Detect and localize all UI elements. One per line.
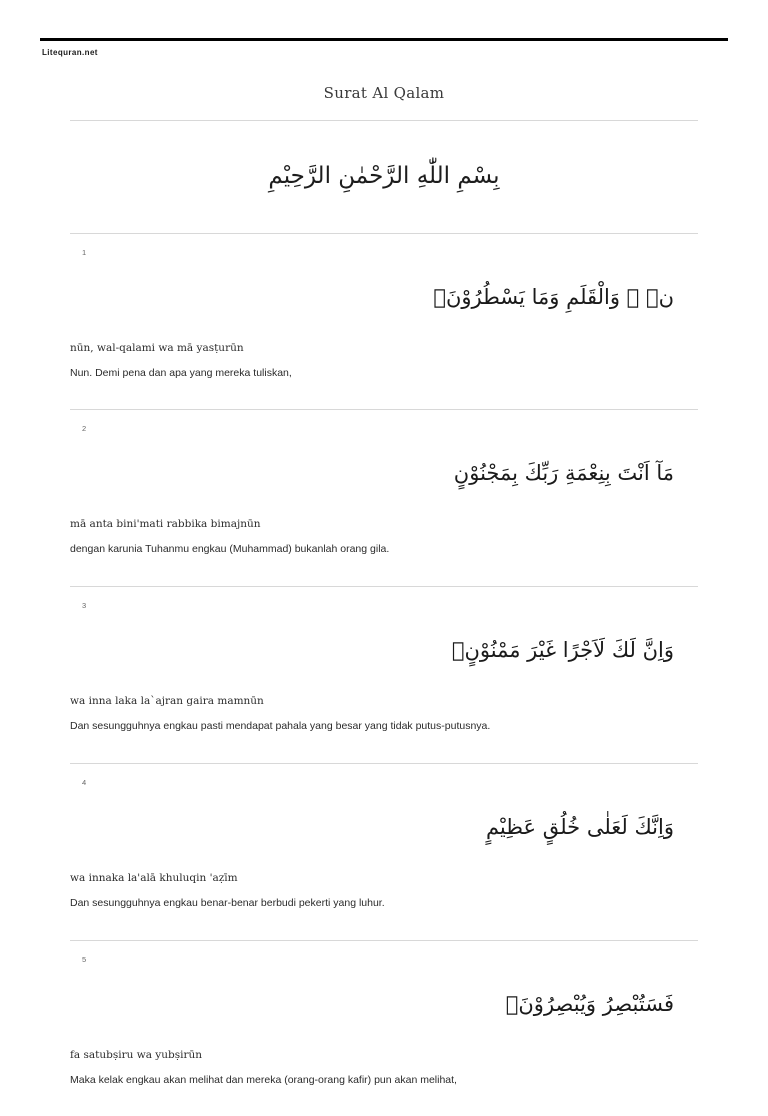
ayah-transliteration: nūn, wal-qalami wa mā yasṭurūn — [70, 341, 244, 354]
ayah-arabic: فَسَتُبْصِرُ وَيُبْصِرُوْنَۙ — [505, 991, 674, 1016]
ayah-transliteration: mā anta bini'mati rabbika bimajnūn — [70, 518, 261, 531]
ayah-transliteration: fa satubṣiru wa yubṣirūn — [70, 1048, 202, 1061]
bismillah-text: بِسْمِ اللّٰهِ الرَّحْمٰنِ الرَّحِيْمِ — [268, 163, 500, 189]
ayah-arabic: وَاِنَّ لَكَ لَاَجْرًا غَيْرَ مَمْنُوْنٍۚ — [451, 638, 674, 663]
ayah-number: 4 — [82, 777, 87, 787]
header-rule — [40, 38, 728, 41]
ayah-arabic: وَاِنَّكَ لَعَلٰى خُلُقٍ عَظِيْمٍ — [485, 814, 674, 839]
ayah-arabic: نۤ ۚ وَالْقَلَمِ وَمَا يَسْطُرُوْنَۙ — [433, 284, 674, 309]
ayah-transliteration: wa innaka la'alā khuluqin 'aẓīm — [70, 871, 238, 884]
ayah-number: 3 — [82, 601, 87, 611]
page-title: Surat Al Qalam — [323, 84, 445, 102]
ayah-transliteration: wa inna laka la`ajran gaira mamnūn — [70, 695, 264, 708]
ayah-item — [70, 941, 698, 1116]
ayah-item — [70, 410, 698, 586]
ayah-translation: Maka kelak engkau akan melihat dan mereka (orang-orang kafir) pun akan melihat, — [70, 1073, 457, 1086]
ayah-number: 2 — [82, 424, 87, 434]
ayah-arabic: مَآ اَنْتَ بِنِعْمَةِ رَبِّكَ بِمَجْنُوْنٍ — [453, 461, 674, 486]
ayah-translation: dengan karunia Tuhanmu engkau (Muhammad) bukanlah orang gila. — [70, 543, 390, 556]
ayah-translation: Dan sesungguhnya engkau benar-benar berbudi pekerti yang luhur. — [70, 896, 385, 909]
ayah-item — [70, 234, 698, 410]
ayah-number: 5 — [82, 954, 87, 964]
ayah-item — [70, 764, 698, 940]
ayah-translation: Nun. Demi pena dan apa yang mereka tuliskan, — [70, 366, 292, 379]
ayah-number: 1 — [82, 247, 87, 257]
page-content — [70, 84, 698, 1116]
ayah-translation: Dan sesungguhnya engkau pasti mendapat pahala yang besar yang tidak putus-putusnya. — [70, 720, 491, 733]
ayah-item — [70, 587, 698, 763]
site-name: Litequran.net — [42, 48, 98, 57]
